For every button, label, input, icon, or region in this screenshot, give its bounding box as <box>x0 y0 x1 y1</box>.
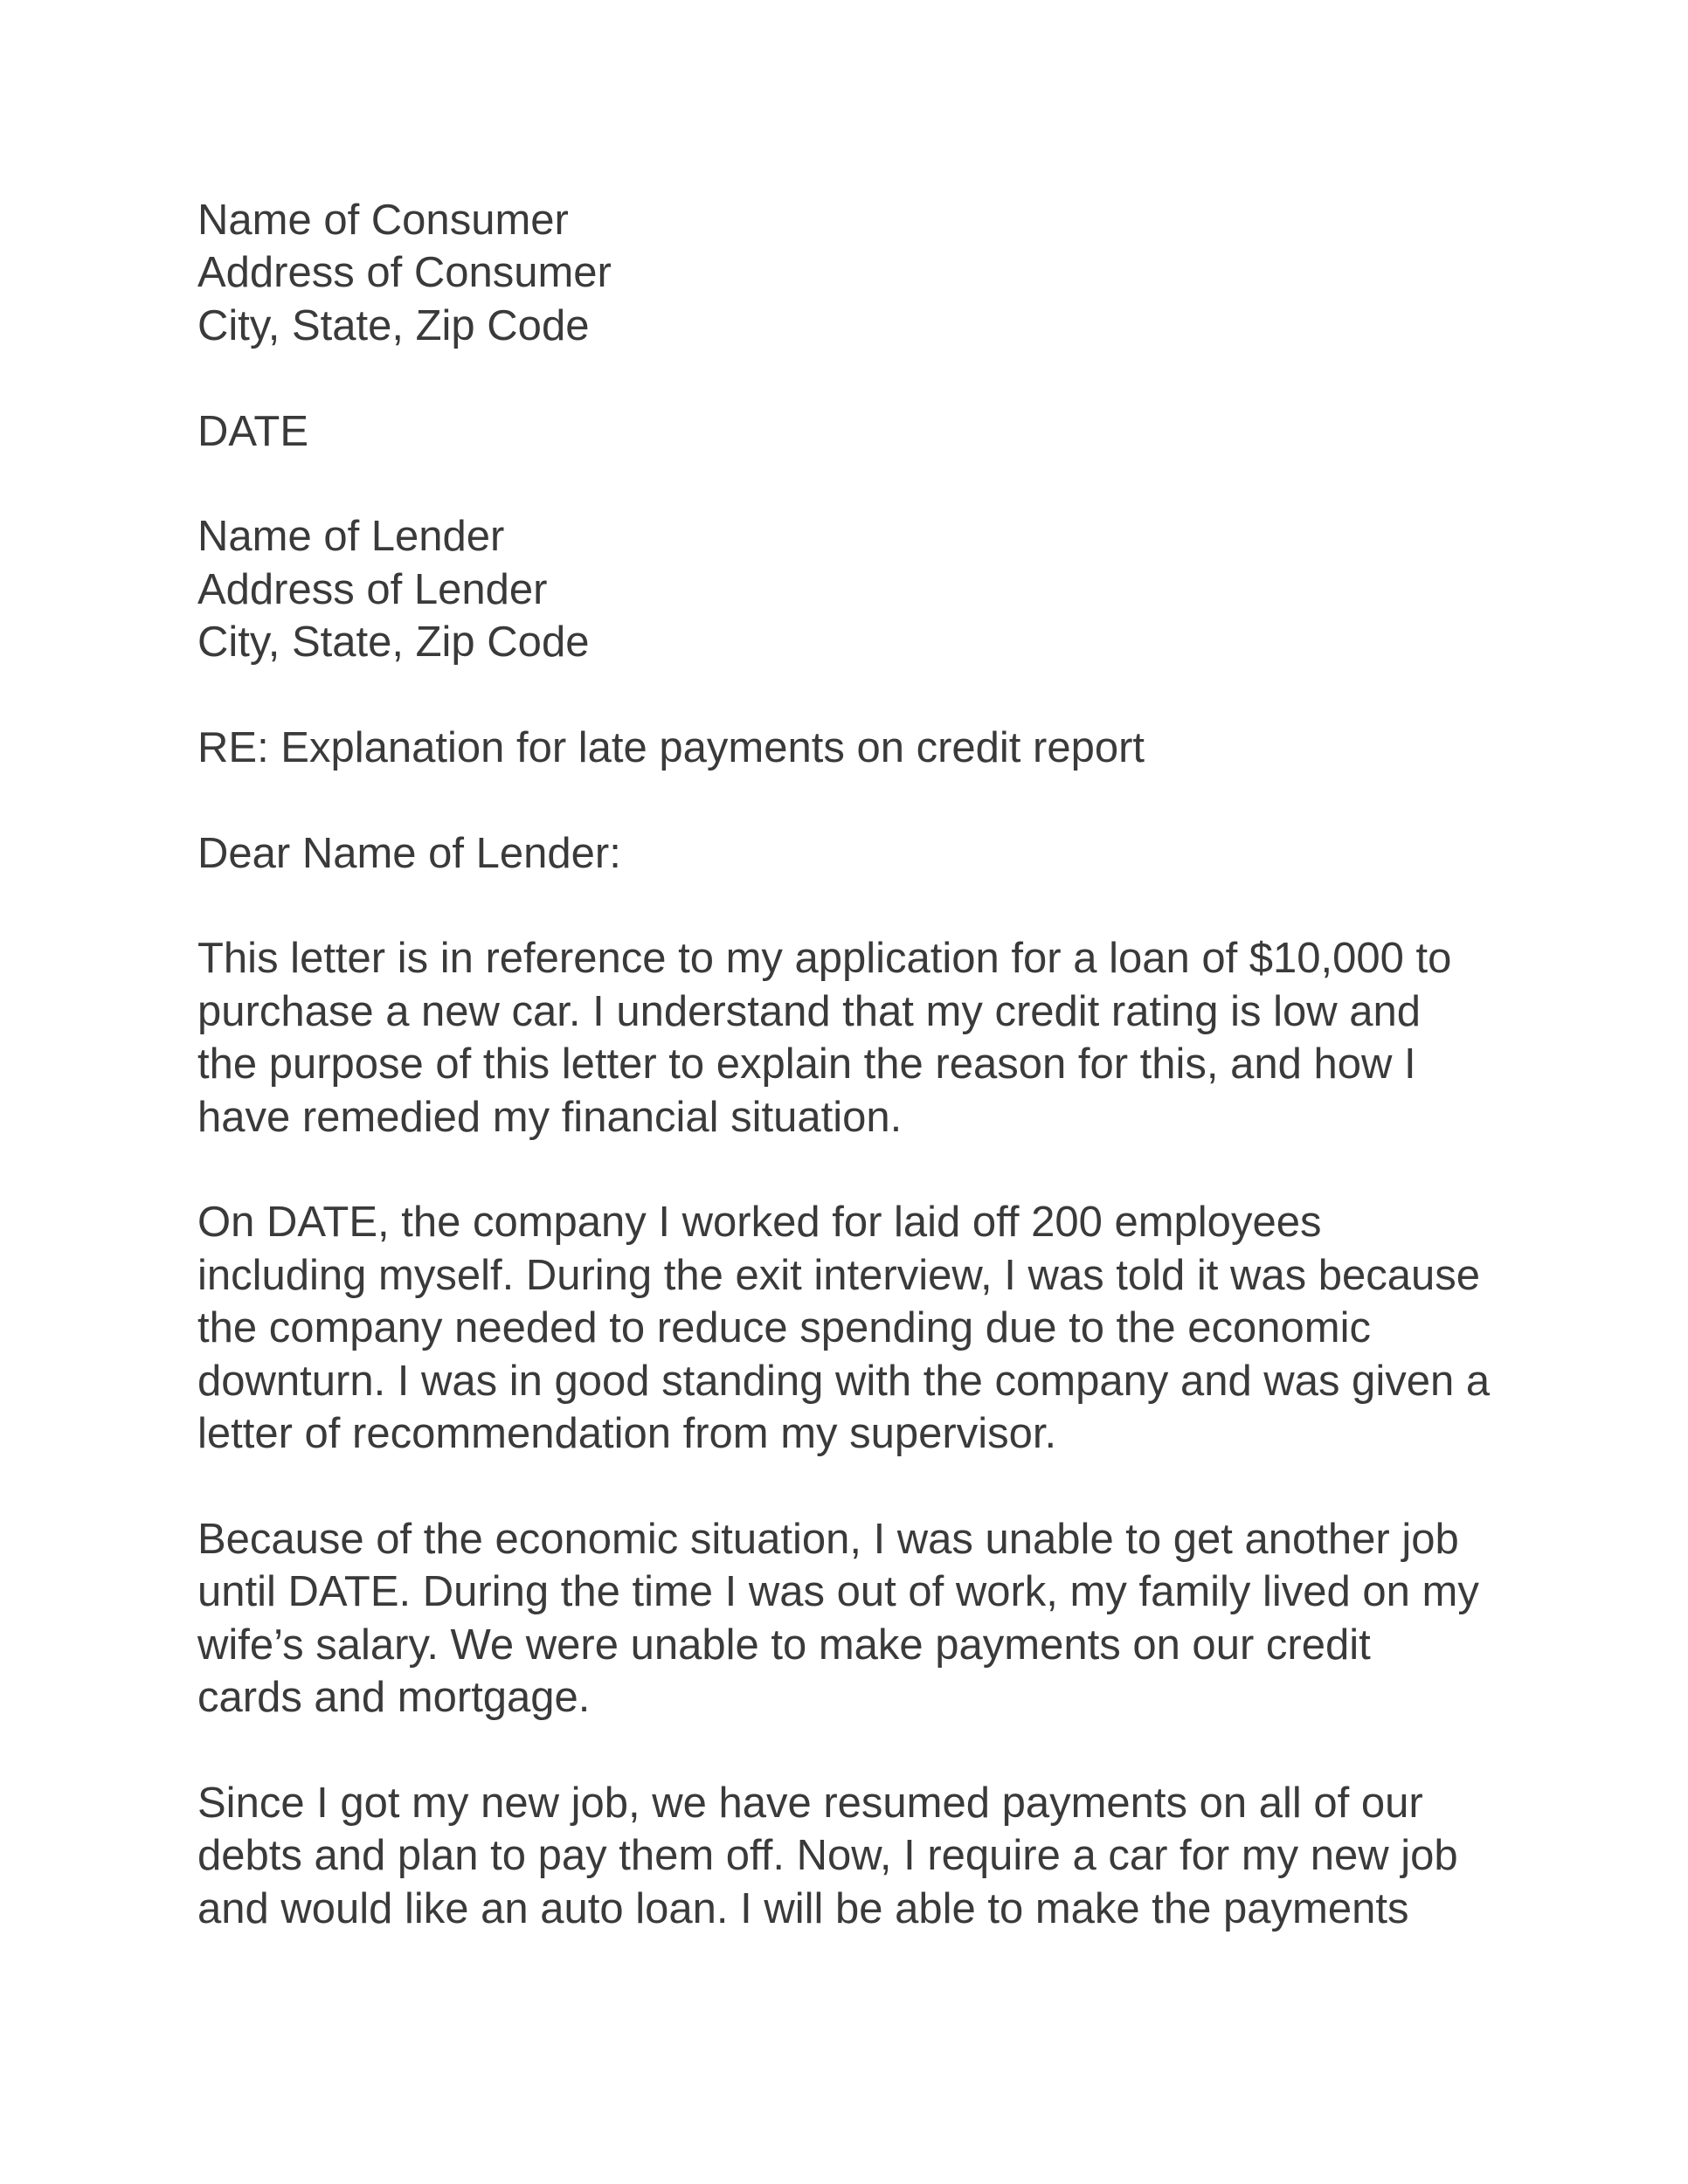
paragraph-line: debts and plan to pay them off. Now, I require a car for my new job <box>197 1832 1458 1880</box>
salutation: Dear Name of Lender: <box>197 829 621 877</box>
paragraph-line: This letter is in reference to my application for a loan of $10,000 to <box>197 935 1452 983</box>
consumer-city-state-zip: City, State, Zip Code <box>197 301 590 349</box>
consumer-name: Name of Consumer <box>197 197 569 244</box>
paragraph-line: have remedied my financial situation. <box>197 1093 903 1141</box>
paragraph-2 <box>197 1196 1508 1460</box>
paragraph-line: wife’s salary. We were unable to make payments on our credit <box>197 1621 1371 1669</box>
paragraph-4 <box>197 1777 1508 1935</box>
paragraph-line: including myself. During the exit interview, I was told it was because <box>197 1251 1480 1299</box>
paragraph-line: until DATE. During the time I was out of work, my family lived on my <box>197 1568 1479 1616</box>
paragraph-3 <box>197 1513 1508 1724</box>
paragraph-line: Since I got my new job, we have resumed payments on all of our <box>197 1779 1423 1827</box>
paragraph-line: On DATE, the company I worked for laid off 200 employees <box>197 1199 1322 1247</box>
paragraph-line: purchase a new car. I understand that my credit rating is low and <box>197 987 1421 1035</box>
paragraph-line: Because of the economic situation, I was unable to get another job <box>197 1515 1459 1563</box>
lender-name: Name of Lender <box>197 513 505 561</box>
lender-address: Address of Lender <box>197 565 548 613</box>
consumer-address: Address of Consumer <box>197 249 612 297</box>
paragraph-line: downturn. I was in good standing with the company and was given a <box>197 1357 1491 1405</box>
paragraph-line: letter of recommendation from my supervisor. <box>197 1409 1057 1457</box>
subject-block <box>197 722 1508 774</box>
consumer-address-block <box>197 194 1508 352</box>
paragraph-line: and would like an auto loan. I will be able to make the payments <box>197 1884 1409 1932</box>
paragraph-1 <box>197 932 1508 1144</box>
paragraph-line: the company needed to reduce spending due to the economic <box>197 1304 1372 1352</box>
salutation-block <box>197 827 1508 880</box>
lender-city-state-zip: City, State, Zip Code <box>197 619 590 667</box>
paragraph-line: the purpose of this letter to explain the reason for this, and how I <box>197 1040 1416 1089</box>
date-block <box>197 405 1508 458</box>
subject-line: RE: Explanation for late payments on credit report <box>197 723 1145 771</box>
letter-date: DATE <box>197 407 309 455</box>
paragraph-line: cards and mortgage. <box>197 1673 591 1721</box>
letter-body <box>197 194 1508 1987</box>
lender-address-block <box>197 510 1508 668</box>
